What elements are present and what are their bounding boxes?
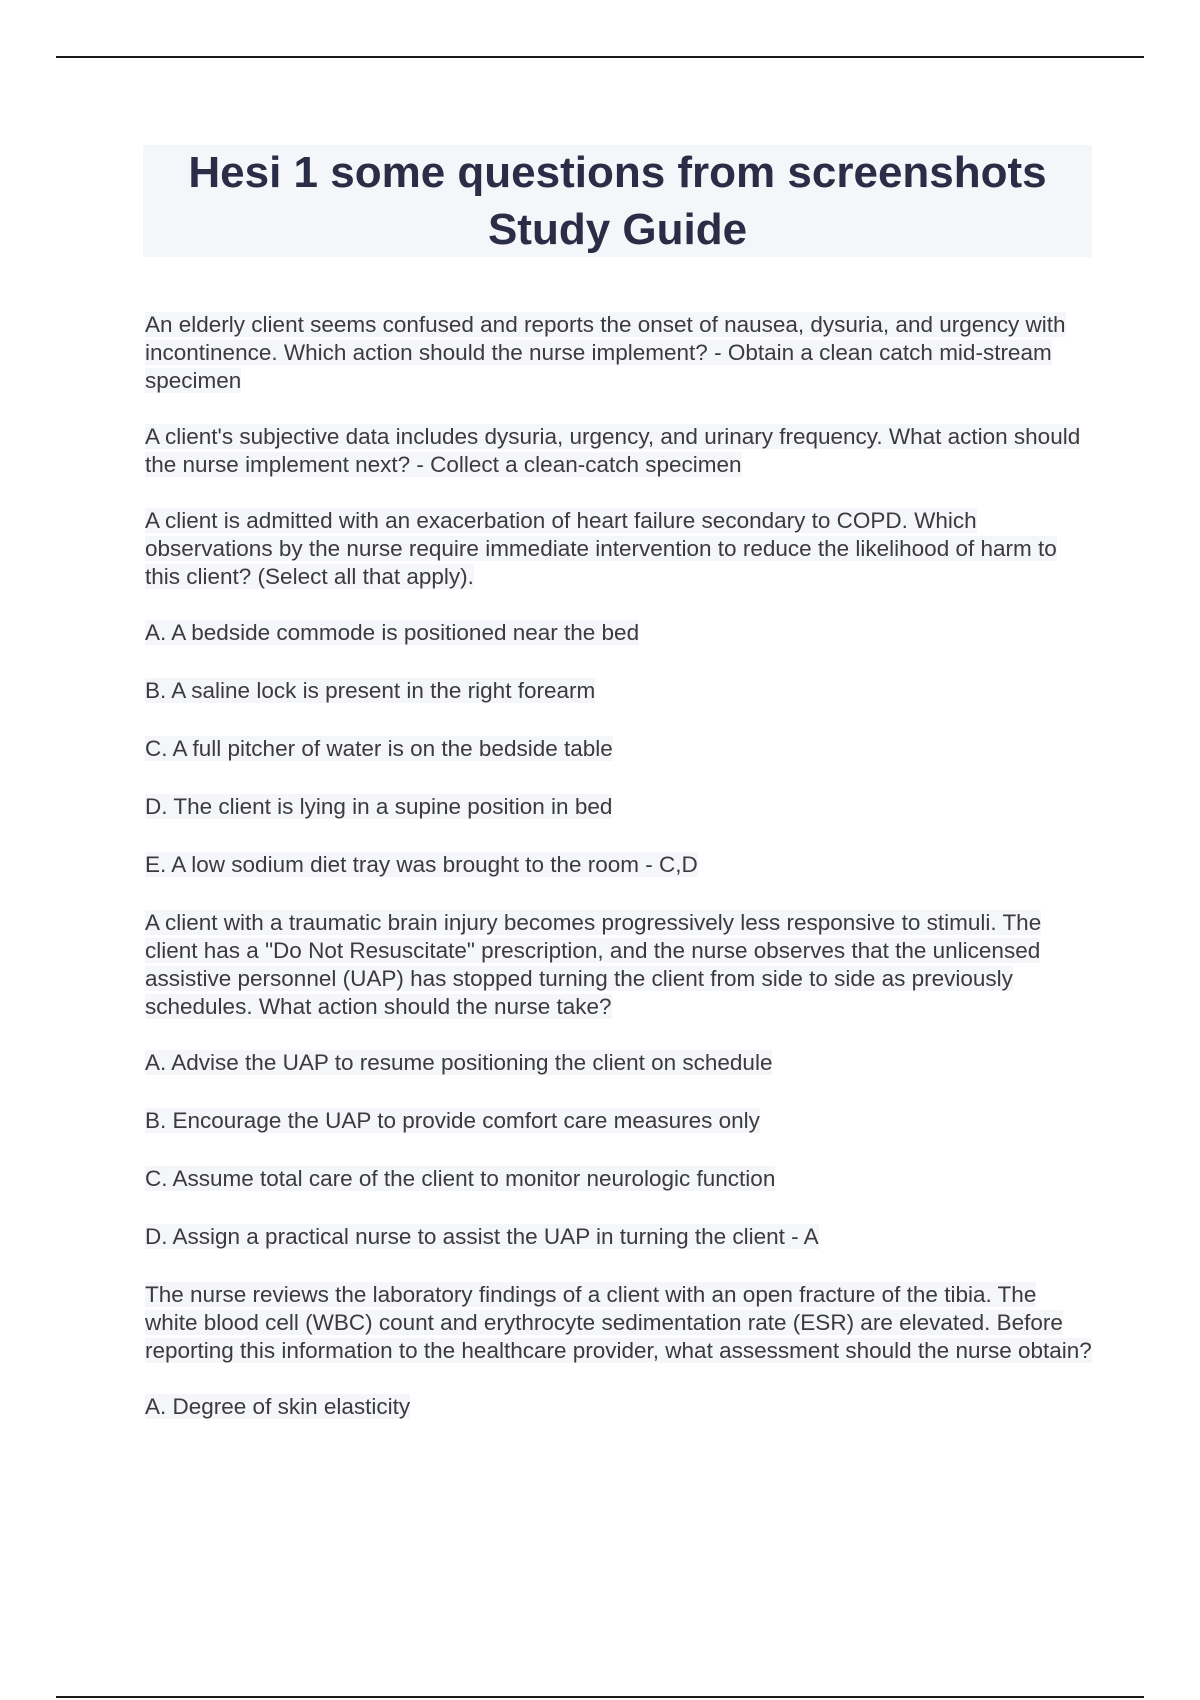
question-stem: The nurse reviews the laboratory findings of a client with an open fracture of the tibia. The white blood cell (WBC) count and erythrocyte sedimentation rate (ESR) are elevated. Before reporting this information to the healthcare provider, what assessment should the nurse obtain? [145,1282,1092,1363]
question-stem: A client's subjective data includes dysuria, urgency, and urinary frequency. What action should the nurse implement next? - Collect a clean-catch specimen [145,424,1081,477]
page-title: Hesi 1 some questions from screenshots Study Guide [188,148,1047,254]
question-stem: An elderly client seems confused and reports the onset of nausea, dysuria, and urgency with incontinence. Which action should the nurse implement? - Obtain a clean catch mid-stream specimen [145,312,1066,393]
question-3-option-a: A. A bedside commode is positioned near the bed [145,620,640,645]
top-rule [56,56,1144,58]
question-1 [145,311,1095,395]
question-3-option-c: C. A full pitcher of water is on the bedside table [145,736,613,761]
bottom-rule [56,1696,1144,1698]
study-guide-content [145,311,1095,1451]
question-4 [145,909,1095,1021]
question-3-option-d: D. The client is lying in a supine position in bed [145,794,613,819]
question-3-option-b: B. A saline lock is present in the right forearm [145,678,596,703]
question-4-option-b: B. Encourage the UAP to provide comfort care measures only [145,1108,760,1133]
question-4-option-a: A. Advise the UAP to resume positioning the client on schedule [145,1050,773,1075]
title-banner [143,145,1092,257]
question-4-option-c: C. Assume total care of the client to monitor neurologic function [145,1166,776,1191]
question-5 [145,1281,1095,1365]
question-stem: A client is admitted with an exacerbation of heart failure secondary to COPD. Which observations by the nurse require immediate intervention to reduce the likelihood of harm to this client? (Select all that apply). [145,508,1057,589]
question-3-option-e: E. A low sodium diet tray was brought to the room - C,D [145,852,698,877]
question-3 [145,507,1095,591]
question-5-option-a: A. Degree of skin elasticity [145,1394,411,1419]
question-stem: A client with a traumatic brain injury becomes progressively less responsive to stimuli. The client has a "Do Not Resuscitate" prescription, and the nurse observes that the unlicensed assistive personnel (UAP) has stopped turning the client from side to side as previously schedules. What action should the nurse take? [145,910,1042,1019]
question-2 [145,423,1095,479]
question-4-option-d: D. Assign a practical nurse to assist the UAP in turning the client - A [145,1224,819,1249]
